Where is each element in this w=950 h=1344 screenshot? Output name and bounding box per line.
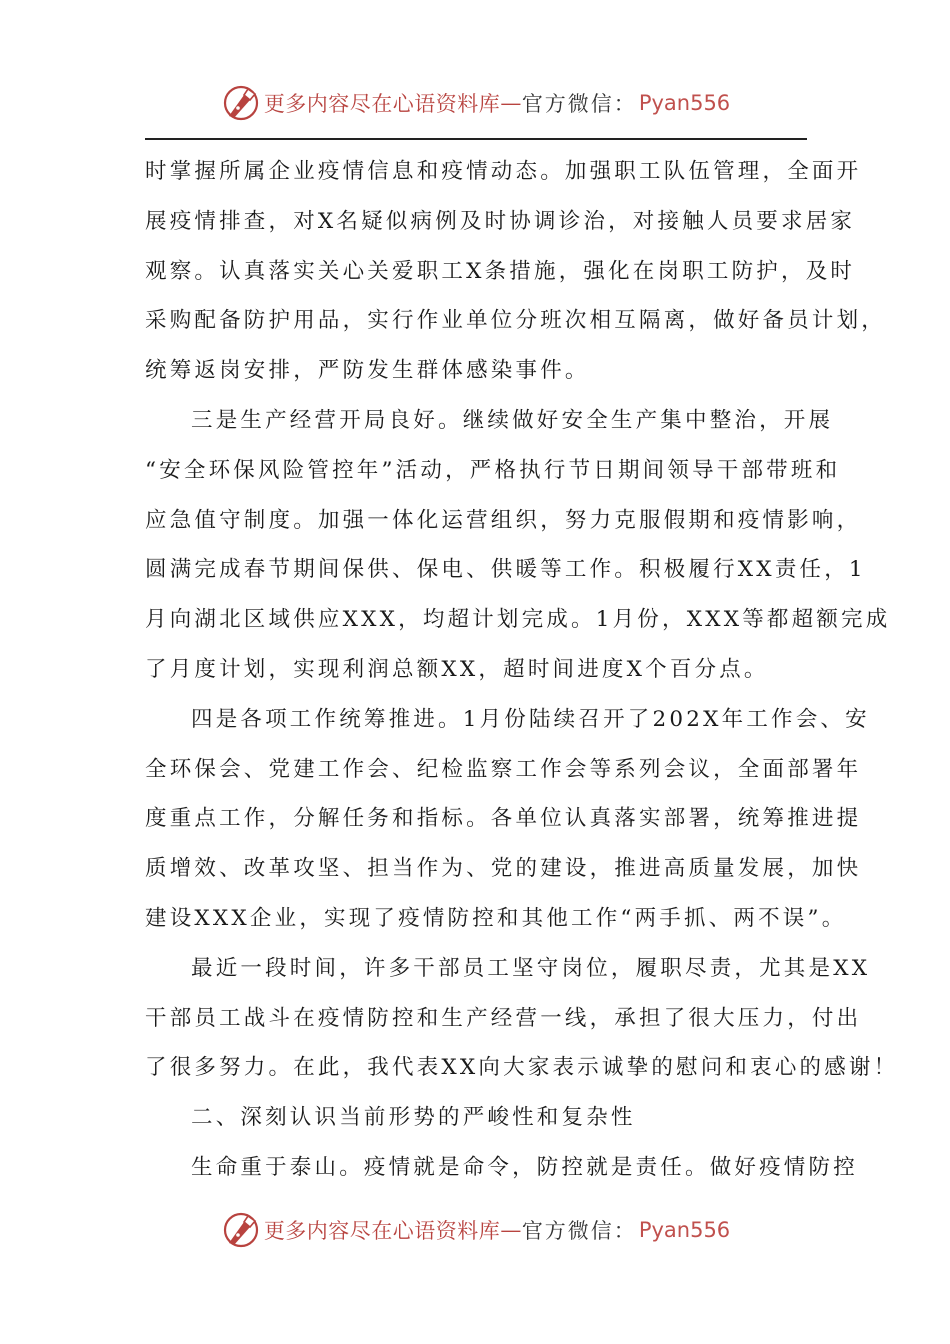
text-line: 建设XXX企业，实现了疫情防控和其他工作“两手抓、两不误”。 bbox=[145, 905, 847, 931]
text-line: 展疫情排查，对X名疑似病例及时协调诊治，对接触人员要求居家 bbox=[145, 208, 856, 234]
text-line: 最近一段时间，许多干部员工坚守岗位，履职尽责，尤其是XX bbox=[191, 955, 871, 981]
watermark-official-label: 官方微信： bbox=[521, 92, 637, 116]
watermark-main-text: 更多内容尽在心语资料库 bbox=[263, 92, 501, 116]
text-line: 干部员工战斗在疫情防控和生产经营一线，承担了很大压力，付出 bbox=[145, 1005, 862, 1031]
header-divider bbox=[145, 138, 807, 140]
header-watermark bbox=[0, 78, 950, 128]
text-line: 全环保会、党建工作会、纪检监察工作会等系列会议，全面部署年 bbox=[145, 756, 862, 782]
text-line: 四是各项工作统筹推进。1月份陆续召开了202X年工作会、安 bbox=[191, 706, 870, 732]
text-line: 时掌握所属企业疫情信息和疫情动态。加强职工队伍管理，全面开 bbox=[145, 159, 862, 184]
text-line: 生命重于泰山。疫情就是命令，防控就是责任。做好疫情防控 bbox=[191, 1154, 858, 1180]
pen-nib-logo-icon bbox=[220, 83, 260, 123]
document-body bbox=[145, 147, 899, 1193]
text-line: 了很多努力。在此，我代表XX向大家表示诚挚的慰问和衷心的感谢！ bbox=[145, 1055, 899, 1081]
text-line: 圆满完成春节期间保供、保电、供暖等工作。积极履行XX责任，1 bbox=[145, 557, 866, 583]
text-line: 质增效、改革攻坚、担当作为、党的建设，推进高质量发展，加快 bbox=[145, 856, 862, 882]
watermark-official-label: 官方微信： bbox=[521, 1219, 637, 1243]
text-line: 观察。认真落实关心关爱职工X条措施，强化在岗职工防护，及时 bbox=[145, 258, 856, 284]
text-line: 度重点工作，分解任务和指标。各单位认真落实部署，统筹推进提 bbox=[145, 806, 862, 832]
text-line: 了月度计划，实现利润总额XX，超时间进度X个百分点。 bbox=[145, 656, 769, 682]
watermark-wechat-id: Pyan556 bbox=[638, 91, 731, 115]
text-line: 统筹返岗安排，严防发生群体感染事件。 bbox=[145, 358, 590, 384]
text-line: 应急值守制度。加强一体化运营组织，努力克服假期和疫情影响， bbox=[145, 507, 862, 533]
text-line: “安全环保风险管控年”活动，严格执行节日期间领导干部带班和 bbox=[145, 457, 841, 483]
watermark-dash: — bbox=[500, 91, 522, 115]
watermark-dash: — bbox=[500, 1218, 522, 1242]
text-line: 采购配备防护用品，实行作业单位分班次相互隔离，做好备员计划， bbox=[145, 308, 887, 334]
footer-watermark bbox=[0, 1205, 950, 1255]
text-line: 二、深刻认识当前形势的严峻性和复杂性 bbox=[191, 1105, 636, 1131]
watermark-main-text: 更多内容尽在心语资料库 bbox=[263, 1219, 501, 1243]
text-line: 三是生产经营开局良好。继续做好安全生产集中整治，开展 bbox=[191, 407, 834, 433]
watermark-wechat-id: Pyan556 bbox=[638, 1218, 731, 1242]
text-line: 月向湖北区域供应XXX，均超计划完成。1月份，XXX等都超额完成 bbox=[145, 607, 891, 633]
pen-nib-logo-icon bbox=[220, 1210, 260, 1250]
